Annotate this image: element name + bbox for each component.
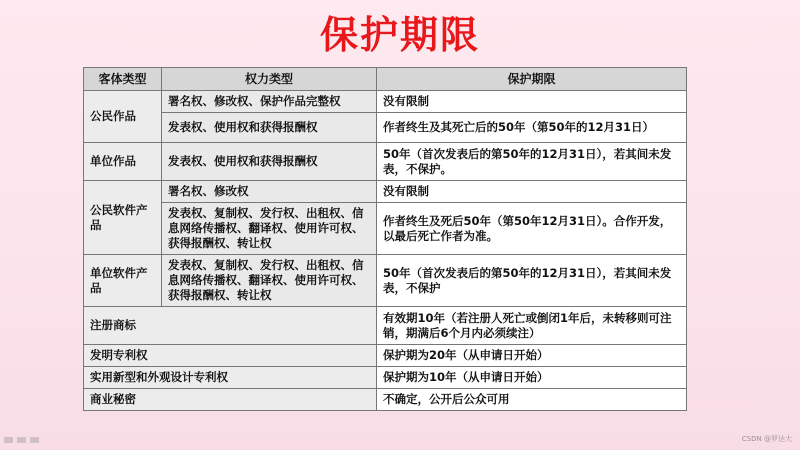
table-row [84,181,687,203]
table-row [84,255,687,307]
right-type-cell: 发表权、复制权、发行权、出租权、信息网络传播权、翻译权、使用许可权、获得报酬权、转让权 [162,255,377,307]
table-row [84,91,687,113]
object-type-cell: 公民作品 [84,91,162,143]
right-type-cell: 署名权、修改权 [162,181,377,203]
table-row [84,307,687,345]
page-title: 保护期限 [319,12,480,57]
protection-period-cell: 有效期10年（若注册人死亡或倒闭1年后，未转移则可注销，期满后6个月内必须续注） [377,307,687,345]
header-protection-period: 保护期限 [377,68,687,91]
menu-icon[interactable] [30,437,39,443]
object-type-cell: 单位软件产品 [84,255,162,307]
table-row [84,367,687,389]
right-type-cell: 署名权、修改权、保护作品完整权 [162,91,377,113]
protection-period-table [83,67,687,411]
header-object-type: 客体类型 [84,68,162,91]
object-type-cell: 注册商标 [84,307,377,345]
table-row [84,203,687,255]
protection-period-cell: 作者终生及死后50年（第50年12月31日）。合作开发，以最后死亡作者为准。 [377,203,687,255]
object-type-cell: 单位作品 [84,143,162,181]
object-type-cell: 实用新型和外观设计专利权 [84,367,377,389]
table-row [84,389,687,411]
protection-period-cell: 作者终生及其死亡后的50年（第50年的12月31日） [377,113,687,143]
object-type-cell: 公民软件产品 [84,181,162,255]
header-right-type: 权力类型 [162,68,377,91]
protection-period-cell: 50年（首次发表后的第50年的12月31日），若其间未发表，不保护 [377,255,687,307]
protection-period-cell: 不确定，公开后公众可用 [377,389,687,411]
table-row [84,143,687,181]
prev-slide-icon[interactable] [4,437,13,443]
object-type-cell: 商业秘密 [84,389,377,411]
next-slide-icon[interactable] [17,437,26,443]
protection-period-cell: 保护期为20年（从申请日开始） [377,345,687,367]
watermark: CSDN @罗达大 [741,435,792,443]
right-type-cell: 发表权、复制权、发行权、出租权、信息网络传播权、翻译权、使用许可权、获得报酬权、转让权 [162,203,377,255]
table-row [84,345,687,367]
protection-period-cell: 保护期为10年（从申请日开始） [377,367,687,389]
table-row [84,113,687,143]
protection-period-cell: 没有限制 [377,91,687,113]
object-type-cell: 发明专利权 [84,345,377,367]
protection-period-cell: 没有限制 [377,181,687,203]
protection-period-cell: 50年（首次发表后的第50年的12月31日），若其间未发表，不保护。 [377,143,687,181]
table-header-row [84,68,687,91]
right-type-cell: 发表权、使用权和获得报酬权 [162,113,377,143]
slide-toolbar [4,437,54,445]
right-type-cell: 发表权、使用权和获得报酬权 [162,143,377,181]
